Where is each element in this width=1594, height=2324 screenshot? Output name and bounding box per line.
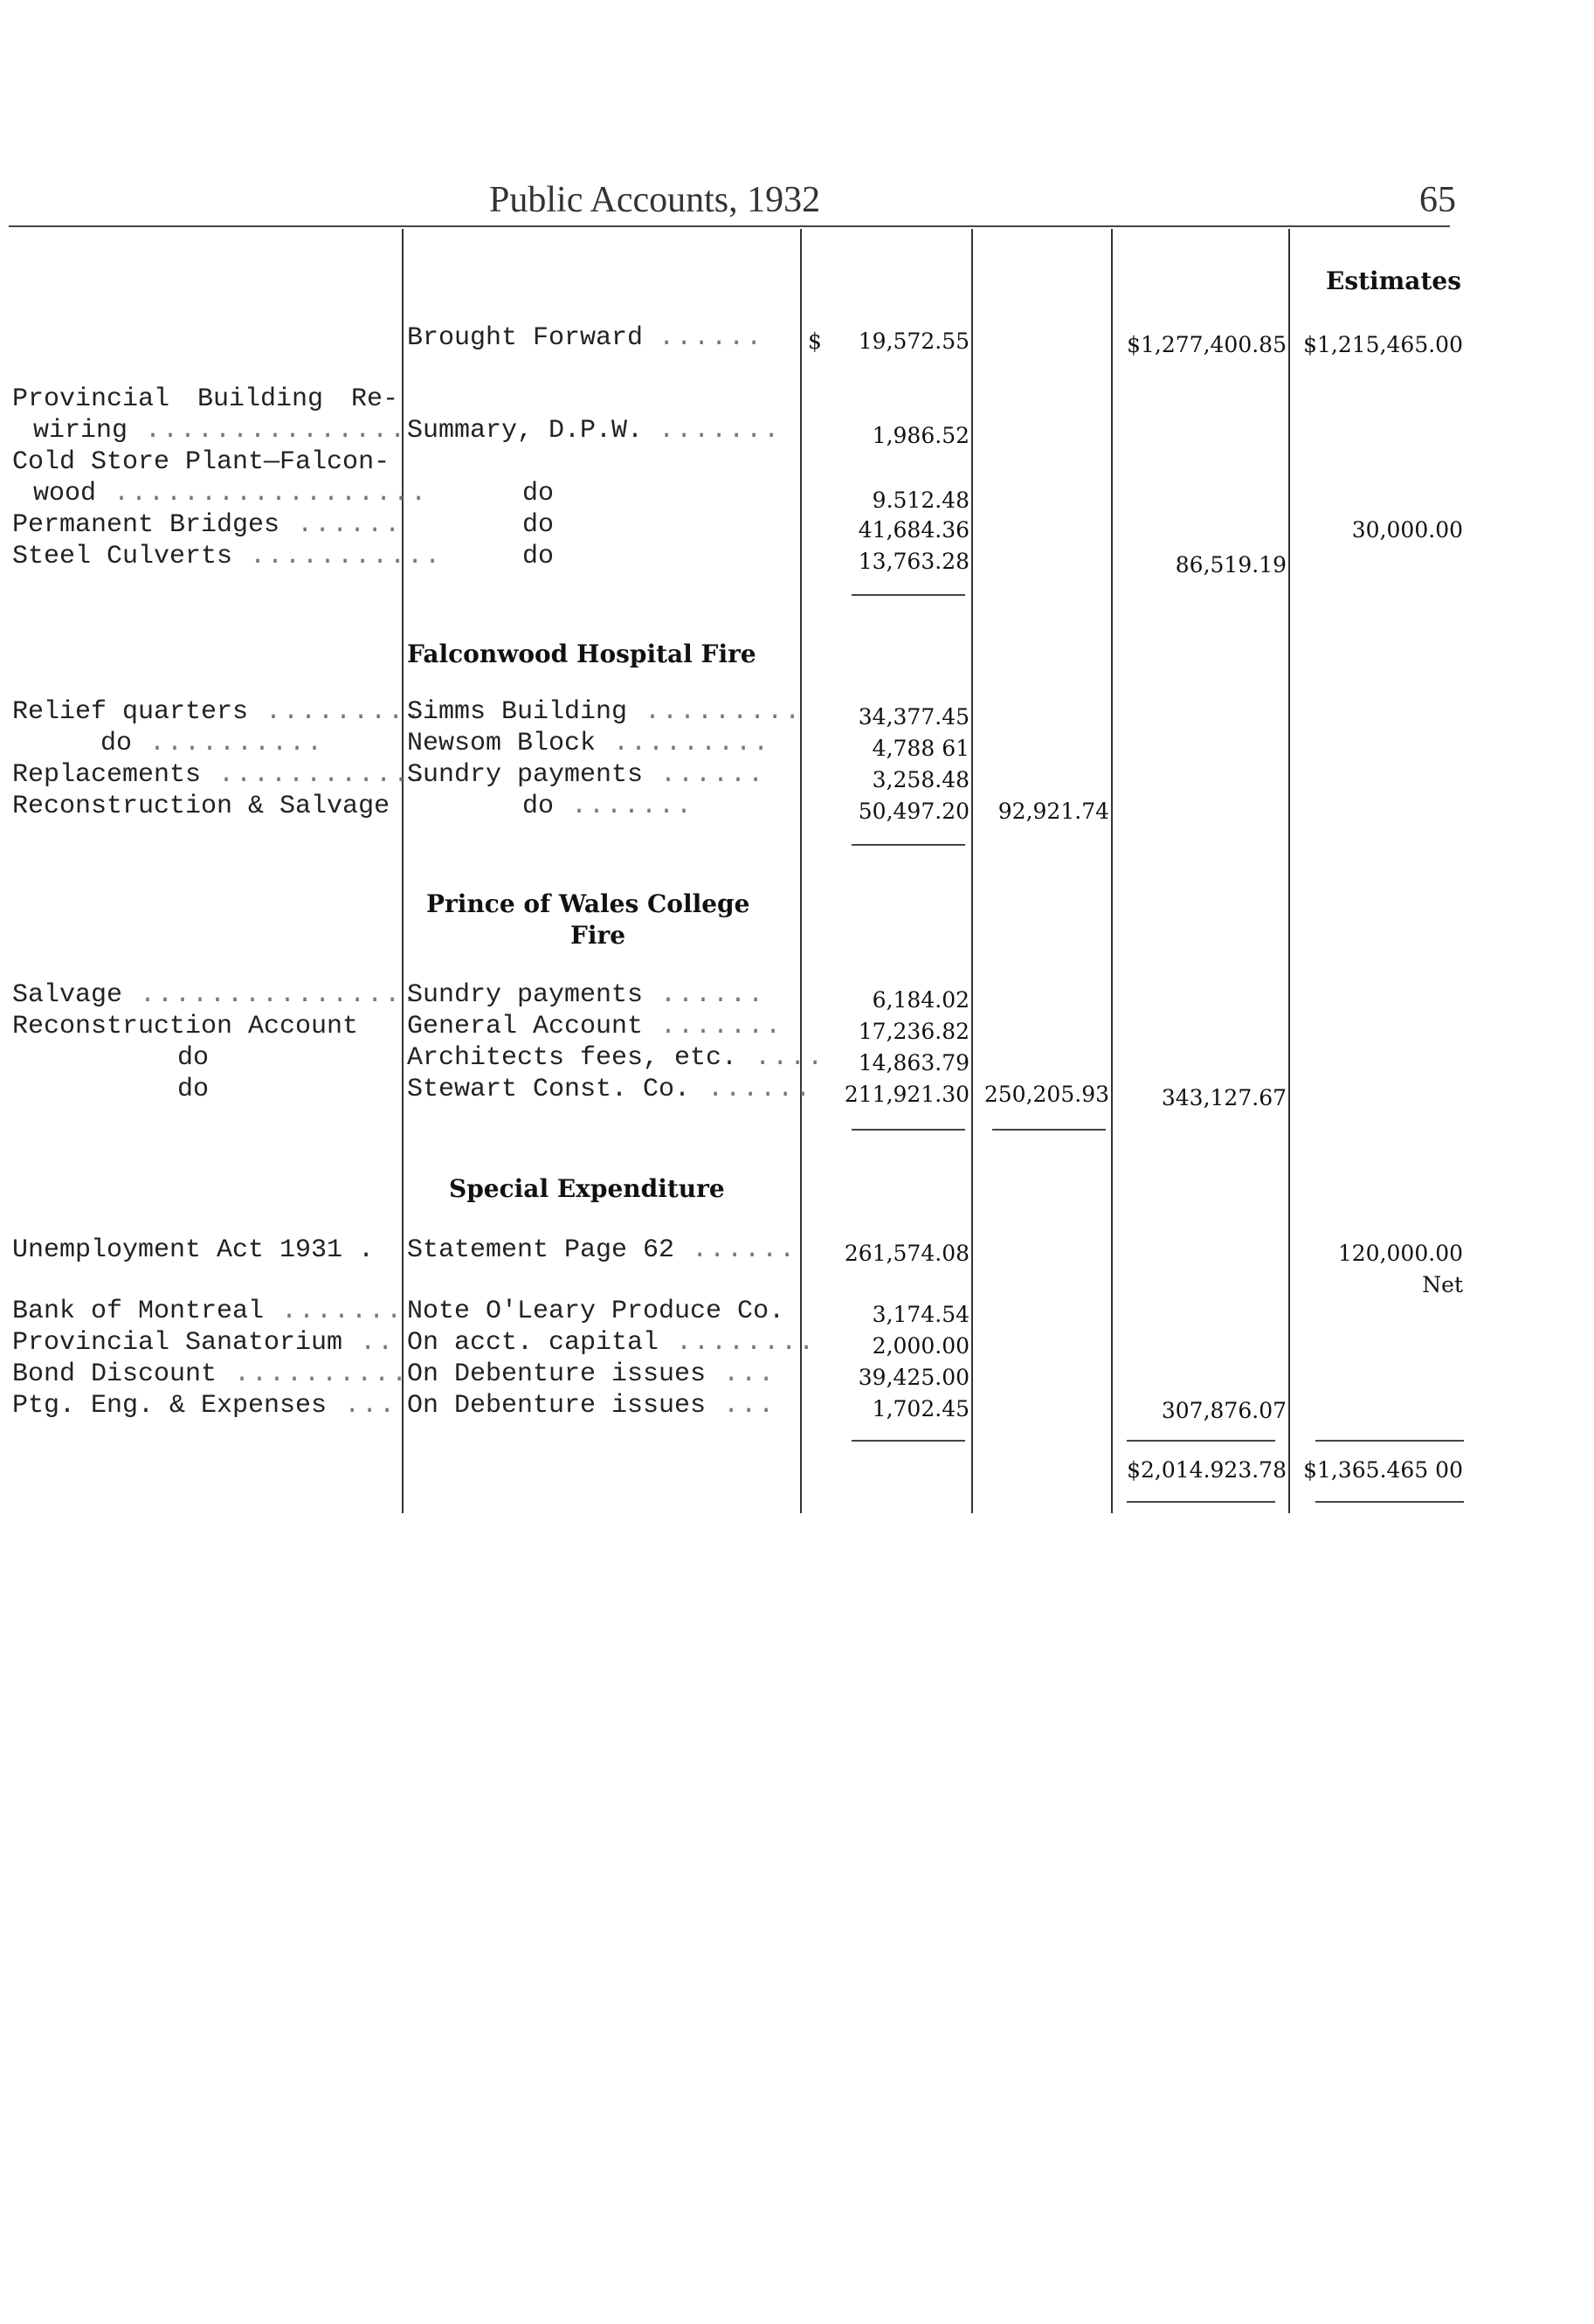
row-amount: 13,763.28 — [858, 549, 970, 574]
row-amount: 211,921.30 — [844, 1082, 970, 1107]
sum-rule — [1127, 1501, 1275, 1503]
row-amount: 14,863.79 — [858, 1050, 970, 1076]
group2-subtotal: 92,921.74 — [997, 799, 1109, 824]
group3-total: 343,127.67 — [1161, 1085, 1287, 1110]
row-label: Provincial Building Re- — [12, 384, 399, 414]
brought-forward-desc: Brought Forward ...... — [407, 323, 764, 353]
section-heading: Special Expenditure — [449, 1174, 725, 1203]
grand-total: $2,014.923.78 — [1127, 1457, 1287, 1483]
row-desc: On Debenture issues ... — [407, 1391, 776, 1421]
sum-rule — [852, 1440, 965, 1442]
column-divider — [1111, 229, 1113, 1513]
row-amount: 1,702.45 — [872, 1396, 970, 1421]
row-label: Unemployment Act 1931 . — [12, 1235, 375, 1265]
page-number: 65 — [1419, 180, 1456, 220]
row-label: wiring ............... — [33, 416, 408, 446]
row-desc: Sundry payments ...... — [407, 980, 766, 1010]
row-label: do — [177, 1075, 210, 1104]
row-desc: Statement Page 62 ...... — [407, 1235, 797, 1265]
row-amount: 41,684.36 — [858, 517, 970, 543]
row-amount: 39,425.00 — [858, 1365, 970, 1390]
row-desc: General Account ....... — [407, 1012, 783, 1041]
row-desc: Simms Building ......... — [407, 697, 803, 727]
sum-rule — [992, 1129, 1106, 1131]
row-desc: Architects fees, etc. .... — [407, 1043, 825, 1073]
row-desc: Summary, D.P.W. ....... — [407, 416, 782, 446]
row-desc: do — [522, 542, 555, 571]
row-amount: 17,236.82 — [858, 1019, 970, 1044]
row-label: Relief quarters .......... — [12, 697, 441, 727]
row-label: Ptg. Eng. & Expenses ... — [12, 1391, 397, 1421]
row-label: Reconstruction Account — [12, 1012, 359, 1041]
sum-rule — [1127, 1440, 1275, 1442]
row-amount: 261,574.08 — [844, 1241, 970, 1266]
estimate-note: Net — [1422, 1272, 1463, 1297]
row-desc: do — [522, 479, 555, 508]
row-label: Bank of Montreal ....... — [12, 1297, 404, 1326]
section-heading: Falconwood Hospital Fire — [407, 640, 756, 668]
row-amount: 6,184.02 — [872, 987, 970, 1013]
grand-total-estimate: $1,365.465 00 — [1303, 1457, 1463, 1483]
row-amount: 50,497.20 — [858, 799, 970, 824]
sum-rule — [852, 844, 965, 846]
row-amount: 34,377.45 — [858, 704, 970, 730]
row-label: Bond Discount .......... — [12, 1359, 410, 1389]
group1-estimate: 30,000.00 — [1351, 517, 1463, 543]
group4-total: 307,876.07 — [1161, 1398, 1287, 1423]
row-label: do — [177, 1043, 210, 1073]
row-label: Permanent Bridges ...... — [12, 510, 403, 540]
unemployment-estimate: 120,000.00 — [1337, 1241, 1463, 1266]
row-desc: On acct. capital ........ — [407, 1328, 817, 1358]
sum-rule — [1315, 1440, 1464, 1442]
page-title: Public Accounts, 1932 — [489, 180, 821, 220]
row-label: do .......... — [100, 729, 325, 758]
row-desc: On Debenture issues ... — [407, 1359, 776, 1389]
row-desc: Stewart Const. Co. ...... — [407, 1075, 813, 1104]
estimates-heading: Estimates — [1326, 266, 1461, 295]
row-desc: Newsom Block ......... — [407, 729, 771, 758]
row-amount: 9.512.48 — [872, 488, 970, 513]
row-label: Replacements ............ — [12, 760, 429, 790]
row-amount: 1,986.52 — [872, 423, 970, 448]
section-heading: Fire — [570, 921, 626, 950]
column-divider — [1288, 229, 1290, 1513]
group3-subtotal: 250,205.93 — [983, 1082, 1109, 1107]
section-heading: Prince of Wales College — [426, 889, 750, 918]
column-divider — [971, 229, 973, 1513]
row-amount: 4,788 61 — [872, 736, 970, 761]
sum-rule — [852, 1129, 965, 1131]
sum-rule — [852, 594, 965, 596]
brought-forward-amount: 19,572.55 — [858, 329, 970, 354]
row-label: Provincial Sanatorium .. — [12, 1328, 396, 1358]
dollar-sign: $ — [808, 329, 822, 354]
row-label: Steel Culverts ........... — [12, 542, 443, 571]
row-amount: 2,000.00 — [872, 1333, 970, 1359]
row-label: wood .................. — [33, 479, 429, 508]
group1-total: 86,519.19 — [1175, 552, 1287, 578]
brought-forward-estimate: $1,215,465.00 — [1303, 332, 1463, 357]
row-desc: do ....... — [522, 792, 694, 821]
brought-forward-total: $1,277,400.85 — [1127, 332, 1287, 357]
row-label: Cold Store Plant—Falcon- — [12, 447, 390, 477]
row-desc: Sundry payments ...... — [407, 760, 766, 790]
column-divider — [800, 229, 802, 1513]
row-desc: do — [522, 510, 555, 540]
row-amount: 3,174.54 — [872, 1302, 970, 1327]
row-label: Salvage ................ — [12, 980, 420, 1010]
row-label: Reconstruction & Salvage — [12, 792, 390, 821]
row-desc: Note O'Leary Produce Co. — [407, 1297, 785, 1326]
row-amount: 3,258.48 — [872, 767, 970, 792]
header-rule — [9, 225, 1450, 227]
sum-rule — [1315, 1501, 1464, 1503]
